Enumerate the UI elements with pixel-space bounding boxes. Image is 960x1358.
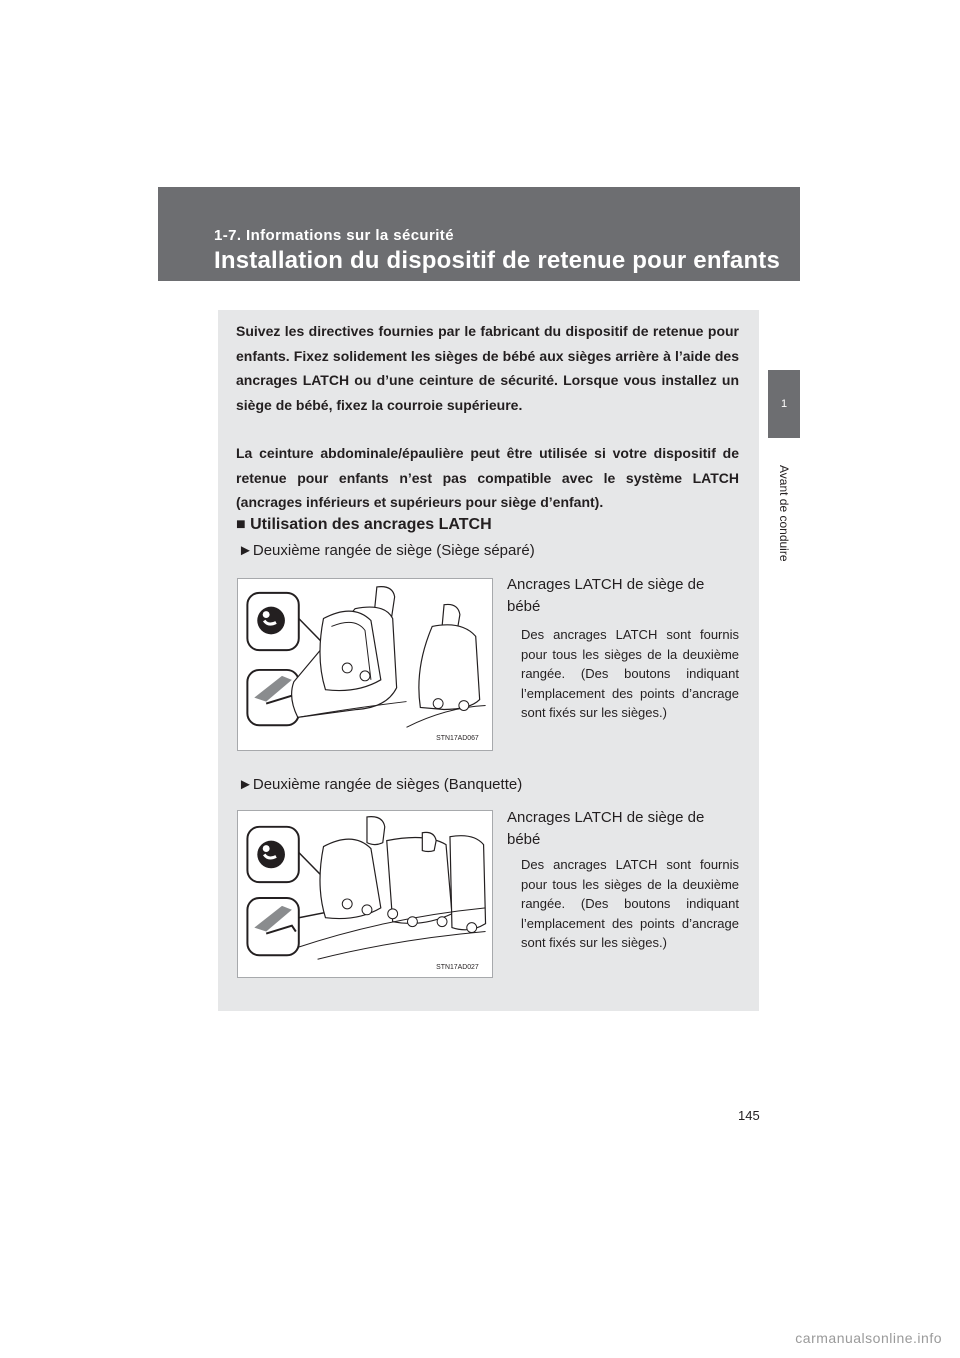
- intro-paragraph-1: Suivez les directives fournies par le fabricant du dispositif de retenue pour enfants. Fixez solidement les sièges de bébé aux sièges arrière à l’aide des ancrages LATCH ou d’une ceinture de sécurité. Lorsque vous installez un siège de bébé, fixez la courroie supérieure.: [236, 323, 739, 413]
- description-latch-anchors: Des ancrages LATCH sont fournis pour tous les sièges de la deuxième rangée. (Des boutons indiquant l’emplacement des points d’ancrage sont fixés sur les sièges.): [521, 857, 739, 950]
- chapter-label: Avant de conduire: [777, 464, 791, 562]
- chapter-tab[interactable]: [768, 370, 800, 438]
- triangle-arrow-icon: ►: [238, 776, 253, 793]
- item-label-text: Deuxième rangée de siège (Siège séparé): [252, 542, 535, 559]
- illustration-code: STN17AD067: [436, 735, 479, 743]
- caption-latch-anchors: Ancrages LATCH de siège de bébé: [507, 809, 705, 848]
- page-title: Installation du dispositif de retenue pour enfants: [214, 247, 781, 274]
- item-label-text: Deuxième rangée de sièges (Banquette): [252, 776, 523, 793]
- page-number: 145: [738, 1108, 760, 1123]
- item-label-bench-seat: [238, 776, 522, 793]
- square-bullet-icon: ■: [236, 516, 246, 533]
- illustration-bench-seat: [237, 810, 493, 978]
- page-header: [158, 187, 800, 281]
- item-label-separate-seat: [238, 542, 535, 559]
- section-number-title: 1-7. Informations sur la sécurité: [214, 227, 454, 244]
- latch-heading-text: Utilisation des ancrages LATCH: [250, 516, 492, 533]
- caption-latch-anchors: Ancrages LATCH de siège de bébé: [507, 576, 705, 615]
- content-box: [218, 310, 759, 1011]
- chapter-number: 1: [780, 398, 788, 410]
- intro-paragraph-2: La ceinture abdominale/épaulière peut être utilisée si votre dispositif de retenue pour enfants n’est pas compatible avec le système LATCH (ancrages inférieurs et supérieurs pour siège d’enfant).: [236, 445, 739, 510]
- illustration-separate-seat: [237, 578, 493, 751]
- triangle-arrow-icon: ►: [238, 542, 253, 559]
- watermark: carmanualsonline.info: [795, 1330, 942, 1346]
- description-latch-anchors: Des ancrages LATCH sont fournis pour tous les sièges de la deuxième rangée. (Des boutons indiquant l’emplacement des points d’ancrage sont fixés sur les sièges.): [521, 627, 739, 720]
- latch-heading: [236, 516, 492, 534]
- illustration-code: STN17AD027: [436, 964, 479, 972]
